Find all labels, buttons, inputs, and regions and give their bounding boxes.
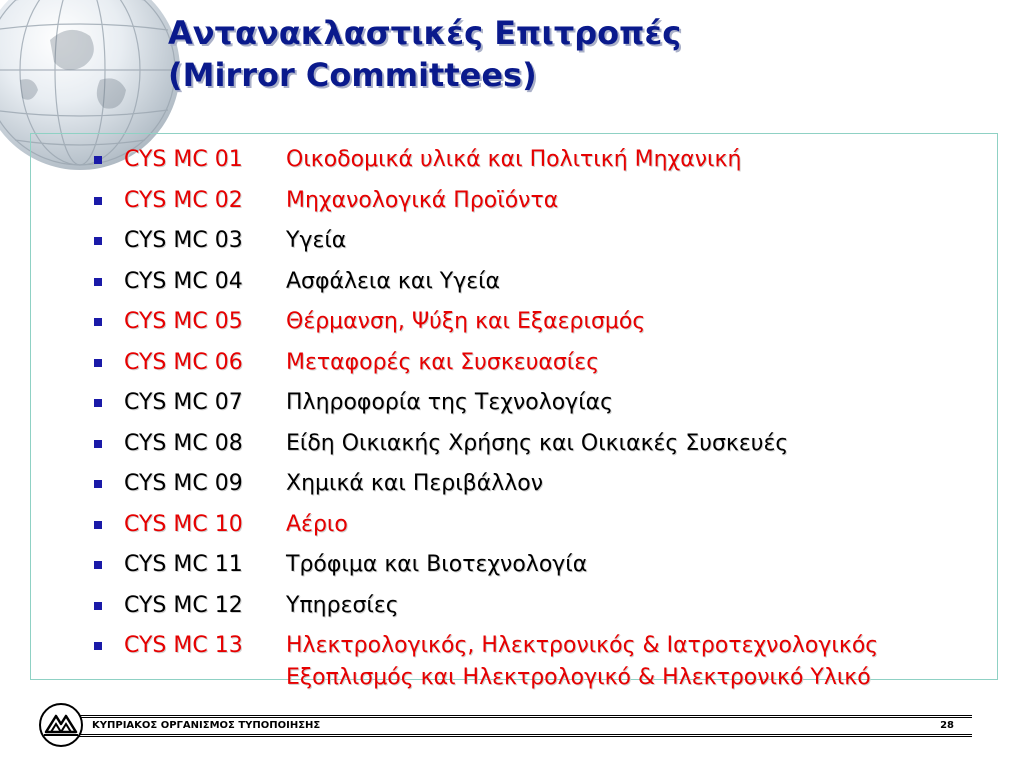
committee-name: Είδη Οικιακής Χρήσης και Οικιακές Συσκευές bbox=[286, 430, 789, 456]
committee-item-07 bbox=[94, 387, 974, 428]
committee-code: CYS MC 07 bbox=[124, 390, 243, 415]
footer-rule-bottom-2 bbox=[78, 736, 972, 737]
page-title bbox=[168, 12, 681, 96]
committee-item-11 bbox=[94, 549, 974, 590]
committee-item-09 bbox=[94, 468, 974, 509]
bullet-icon bbox=[94, 359, 102, 367]
page-number: 28 bbox=[940, 720, 954, 731]
bullet-icon bbox=[94, 602, 102, 610]
footer-rule-top bbox=[78, 715, 972, 716]
committee-name: Μηχανολογικά Προϊόντα bbox=[286, 187, 559, 213]
committee-item-12 bbox=[94, 590, 974, 631]
bullet-icon bbox=[94, 318, 102, 326]
cys-logo-icon bbox=[38, 702, 84, 748]
committee-item-04 bbox=[94, 266, 974, 307]
footer-rule-top-2 bbox=[78, 717, 972, 718]
footer-organization: ΚΥΠΡΙΑΚΟΣ ΟΡΓΑΝΙΣΜΟΣ ΤΥΠΟΠΟΙΗΣΗΣ bbox=[92, 720, 321, 731]
committee-code: CYS MC 06 bbox=[124, 349, 243, 375]
committee-code: CYS MC 12 bbox=[124, 592, 243, 618]
committee-item-08 bbox=[94, 428, 974, 469]
committee-name: Υπηρεσίες bbox=[286, 592, 399, 618]
bullet-icon bbox=[94, 440, 102, 448]
committee-code: CYS MC 13 bbox=[124, 633, 243, 658]
bullet-icon bbox=[94, 642, 102, 650]
bullet-icon bbox=[94, 561, 102, 569]
committee-name: Πληροφορία της Τεχνολογίας bbox=[286, 390, 614, 415]
bullet-icon bbox=[94, 237, 102, 245]
committee-name-line1: Ηλεκτρολογικός, Ηλεκτρονικός & Ιατροτεχνολογικός bbox=[286, 633, 879, 658]
committee-name: Υγεία bbox=[286, 228, 347, 253]
bullet-icon bbox=[94, 521, 102, 529]
bullet-icon bbox=[94, 399, 102, 407]
bullet-icon bbox=[94, 480, 102, 488]
committee-code: CYS MC 09 bbox=[124, 471, 243, 496]
committee-name: Μεταφορές και Συσκευασίες bbox=[286, 349, 600, 375]
committee-code: CYS MC 10 bbox=[124, 511, 243, 537]
committee-item-05 bbox=[94, 306, 974, 347]
bullet-icon bbox=[94, 278, 102, 286]
committee-name: Τρόφιμα και Βιοτεχνολογία bbox=[286, 552, 588, 577]
committee-name: Ασφάλεια και Υγεία bbox=[286, 268, 501, 294]
committee-item-06 bbox=[94, 347, 974, 388]
committee-code: CYS MC 03 bbox=[124, 228, 243, 253]
committee-name: Χημικά και Περιβάλλον bbox=[286, 471, 543, 496]
bullet-icon bbox=[94, 156, 102, 164]
committee-name: Αέριο bbox=[286, 511, 348, 537]
committee-name bbox=[286, 630, 878, 694]
committee-item-03 bbox=[94, 225, 974, 266]
committee-code: CYS MC 04 bbox=[124, 268, 243, 294]
committee-list bbox=[94, 144, 974, 694]
footer bbox=[78, 719, 972, 733]
title-line-english: (Mirror Committees) bbox=[168, 56, 537, 94]
committee-item-13 bbox=[94, 630, 974, 694]
committee-name: Οικοδομικά υλικά και Πολιτική Μηχανική bbox=[286, 147, 742, 172]
bullet-icon bbox=[94, 197, 102, 205]
committee-code: CYS MC 02 bbox=[124, 187, 243, 213]
footer-rule-bottom bbox=[78, 734, 972, 735]
committee-name-line2: Εξοπλισμός και Ηλεκτρολογικό & Ηλεκτρονικό Υλικό bbox=[286, 665, 871, 690]
committee-name: Θέρμανση, Ψύξη και Εξαερισμός bbox=[286, 309, 646, 334]
title-line-greek: Αντανακλαστικές Επιτροπές bbox=[168, 14, 682, 52]
committee-item-10 bbox=[94, 509, 974, 550]
committee-item-01 bbox=[94, 144, 974, 185]
committee-code: CYS MC 01 bbox=[124, 147, 243, 172]
committee-code: CYS MC 08 bbox=[124, 430, 243, 456]
committee-code: CYS MC 11 bbox=[124, 552, 243, 577]
committee-item-02 bbox=[94, 185, 974, 226]
committee-code: CYS MC 05 bbox=[124, 309, 243, 334]
